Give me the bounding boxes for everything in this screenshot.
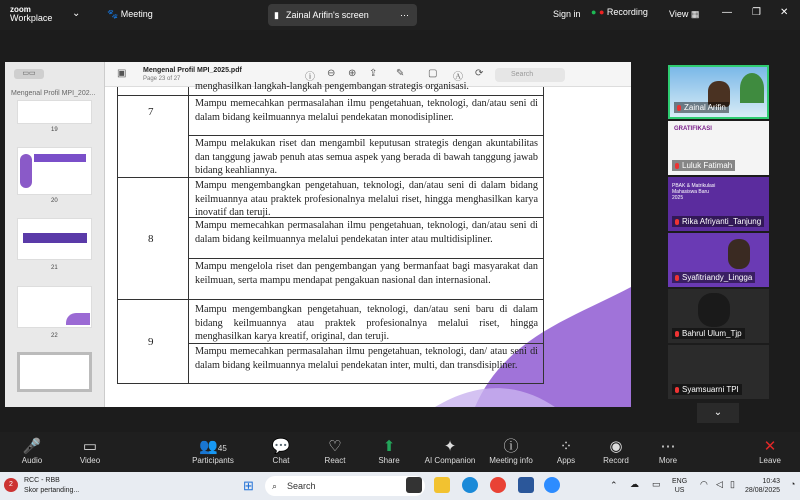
video-button[interactable]: ▭ Video: [70, 432, 110, 472]
rotate-icon[interactable]: ⟳: [475, 68, 484, 79]
thumb-number: 19: [51, 127, 58, 133]
video-tile[interactable]: [668, 233, 769, 287]
cloud-icon[interactable]: ☁: [630, 479, 639, 489]
heart-icon: ♡: [328, 438, 342, 455]
sidebar-icon[interactable]: ▣: [117, 68, 127, 79]
thumb-number: 21: [51, 265, 58, 271]
table-border: [117, 299, 544, 300]
share-icon[interactable]: ⇪: [369, 68, 378, 79]
recording-indicator[interactable]: ● ● Recording: [591, 7, 648, 17]
pdf-title: Mengenal Profil MPI_2025.pdf: [143, 67, 242, 74]
video-tile[interactable]: [668, 121, 769, 175]
zoom-brand-small: zoom: [10, 5, 31, 14]
video-tile[interactable]: [668, 289, 769, 343]
thumb-banner: [23, 233, 87, 243]
close-icon[interactable]: ✕: [780, 7, 789, 18]
table-border: [188, 87, 189, 383]
participant-name: Bahrul Ulum_Tjp: [672, 328, 745, 339]
sparkle-icon: ✦: [443, 438, 457, 455]
row-number: 9: [148, 336, 154, 348]
table-cell: Mampu mengembangkan pengetahuan, teknologi, dan/atau seni baru di dalam bidang keilmuannya atau praktek profesionalnya melalui riset, hingga menghasilkan karya kreatif, original, dan teruji.: [195, 304, 538, 342]
wifi-icon[interactable]: ◠: [700, 479, 708, 489]
video-tile[interactable]: [668, 177, 769, 231]
volume-icon[interactable]: ◁: [716, 479, 723, 489]
participant-name: Zainal Arifin: [674, 102, 729, 113]
annotate-icon[interactable]: Ⓐ: [453, 72, 463, 83]
page-thumbnail-current[interactable]: [17, 352, 92, 392]
news-widget[interactable]: RCC - RBB Skor pertanding...: [24, 477, 80, 494]
paw-icon: 🐾: [107, 9, 119, 19]
zoom-out-icon[interactable]: ⊖: [327, 68, 336, 79]
task-view-icon[interactable]: [406, 477, 422, 493]
table-cell: menghasilkan langkah-langkah pengembangan strategis organisasi.: [195, 81, 469, 92]
pdf-page-info: Page 23 of 27: [143, 76, 181, 82]
tile-caption: GRATIFIKASI: [674, 126, 712, 132]
camera-icon: ▭: [82, 438, 98, 455]
thumb-banner: [34, 154, 86, 162]
thumb-number: 22: [51, 333, 58, 339]
zoom-in-icon[interactable]: ⊕: [348, 68, 357, 79]
palm-tree: [740, 73, 764, 103]
chevron-down-icon[interactable]: ⌄: [697, 403, 739, 423]
view-button[interactable]: View ▦: [669, 9, 700, 19]
video-tile[interactable]: [668, 345, 769, 399]
zoom-brand: Workplace: [10, 13, 53, 23]
table-cell: Mampu memecahkan permasalahan ilmu pengetahuan, teknologi, dan/atau seni di dalam bidang keilmuannya melalui pendekatan inter atau multidisipliner.: [195, 220, 538, 245]
thumb-number: 20: [51, 198, 58, 204]
share-screen-icon: ⬆: [382, 438, 396, 455]
battery-icon[interactable]: ▭: [652, 479, 661, 489]
thumb-wave: [66, 313, 90, 325]
apps-button[interactable]: ⁘ Apps: [548, 432, 584, 472]
chevron-up-icon[interactable]: ⌃: [610, 480, 618, 490]
shared-pdf-window: [5, 62, 631, 407]
markup-icon[interactable]: ✎: [396, 68, 405, 79]
share-screen-icon: ▮: [274, 10, 279, 20]
sidebar-toggle[interactable]: ▭▭: [14, 69, 44, 79]
table-border: [117, 383, 544, 384]
page-thumbnail[interactable]: [17, 100, 92, 124]
windows-taskbar: [0, 472, 800, 500]
thumb-figure: [20, 154, 32, 188]
leave-button[interactable]: ✕ Leave: [752, 432, 788, 472]
row-number: 8: [148, 233, 154, 245]
participant-name: Rika Afriyanti_Tanjung: [672, 216, 764, 227]
table-cell: Mampu memecahkan permasalahan ilmu pengetahuan, teknologi, dan/atau seni di dalam bidang keilmuannya melalui pendekatan monodisipliner.: [195, 98, 538, 123]
page-thumbnail[interactable]: [17, 147, 92, 195]
windows-start-icon[interactable]: ⊞: [243, 478, 254, 493]
clock[interactable]: 10:43 28/08/2025: [745, 478, 781, 494]
file-explorer-icon[interactable]: [434, 477, 450, 493]
record-button[interactable]: ◉ Record: [598, 432, 634, 472]
audio-button[interactable]: 🎤 Audio: [12, 432, 52, 472]
chat-icon: 💬: [271, 438, 291, 455]
taskbar-search[interactable]: ⌕ Search: [265, 476, 425, 496]
video-gallery: [668, 65, 769, 402]
sidebar-doc-title: Mengenal Profil MPI_202...: [11, 90, 96, 97]
view-grid-icon: ▦: [690, 9, 700, 19]
record-icon: ◉: [609, 438, 623, 455]
chevron-down-icon[interactable]: ⌄: [72, 8, 81, 19]
language-indicator[interactable]: ENG US: [672, 478, 688, 494]
participant-avatar: [698, 293, 730, 327]
more-button[interactable]: ⋯ More: [650, 432, 686, 472]
pdf-search-input[interactable]: Search: [495, 68, 565, 82]
table-border: [543, 87, 544, 383]
minimize-icon[interactable]: —: [722, 7, 732, 18]
word-icon[interactable]: [518, 477, 534, 493]
info-icon[interactable]: ⓘ: [305, 72, 315, 83]
apps-icon: ⁘: [559, 438, 573, 455]
table-cell: Mampu mengelola riset dan pengembangan yang bermanfaat bagi masyarakat dan keilmuan, serta mampu mendapat pengakuan nasional dan internasional.: [195, 261, 538, 286]
more-options-icon[interactable]: ⋯: [400, 10, 409, 20]
participants-button[interactable]: 👥45 Participants: [192, 438, 234, 465]
meeting-controls-bar: [0, 432, 800, 472]
zoom-app-icon[interactable]: [544, 477, 560, 493]
meeting-label[interactable]: 🐾 Meeting: [107, 9, 153, 19]
table-cell: Mampu memecahkan permasalahan ilmu pengetahuan, teknologi, dan/ atau seni di dalam bidang keilmuannya melalui pendekatan inter, multi, dan transdisipliner.: [195, 346, 538, 371]
pdf-page: [105, 81, 631, 407]
more-icon: ⋯: [660, 438, 676, 455]
leave-icon: ✕: [763, 438, 777, 455]
record-dot-icon: ●: [598, 7, 605, 17]
table-border: [188, 135, 544, 136]
shield-check-icon: ●: [591, 7, 597, 17]
zoom-logo: [10, 5, 52, 23]
screen-share-label: Zainal Arifin's screen: [286, 10, 369, 20]
table-border: [188, 258, 544, 259]
table-cell: Mampu mengembangkan pengetahuan, teknologi, dan/atau seni di dalam bidang keilmuannya atau praktek profesionalnya melalui riset, hingga menghasilkan karya inovatif dan teruji.: [195, 180, 538, 218]
chrome-icon[interactable]: [490, 477, 506, 493]
table-border: [117, 95, 544, 96]
news-badge[interactable]: 2: [4, 478, 18, 492]
participant-avatar: [728, 239, 750, 269]
participant-name: Luluk Fatimah: [672, 160, 735, 171]
sign-in-button[interactable]: Sign in: [553, 9, 581, 19]
tile-caption: PBAK & Matrikulasi Mahasiswa Baru 2025: [672, 183, 716, 201]
crop-icon[interactable]: ▢: [428, 68, 438, 79]
mic-muted-icon: 🎤: [22, 438, 42, 455]
pdf-sidebar: [5, 62, 105, 407]
notification-bell-icon[interactable]: ◔: [790, 479, 796, 489]
meeting-info-button[interactable]: ⓘ Meeting info: [485, 432, 537, 472]
maximize-icon[interactable]: ❐: [752, 7, 761, 18]
participant-name: Syamsuarni TPI: [672, 384, 742, 395]
participant-count: 45: [217, 444, 227, 453]
table-cell: Mampu melakukan riset dan mengambil keputusan strategis dengan akuntabilitas dan tanggung jawab penuh atas semua aspek yang berada di bawah tanggung jawab bidang keahliannya.: [195, 138, 538, 176]
react-button[interactable]: ♡ React: [316, 432, 354, 472]
participant-name: Syafitriandy_Lingga: [672, 272, 755, 283]
row-number: 7: [148, 106, 154, 118]
ai-companion-button[interactable]: ✦ AI Companion: [422, 432, 478, 472]
zoom-title-bar: [0, 0, 800, 30]
video-tile-active-speaker[interactable]: [668, 65, 769, 119]
share-button[interactable]: ⬆ Share: [370, 432, 408, 472]
page-thumbnail[interactable]: [17, 286, 92, 328]
edge-icon[interactable]: [462, 477, 478, 493]
screen-share-pill[interactable]: [268, 4, 417, 26]
power-icon[interactable]: ▯: [730, 479, 735, 489]
chat-button[interactable]: 💬 Chat: [262, 432, 300, 472]
table-border: [117, 87, 118, 383]
people-icon: 👥: [199, 438, 218, 455]
info-icon: ⓘ: [503, 438, 519, 455]
search-icon: ⌕: [272, 481, 278, 491]
page-thumbnail[interactable]: [17, 218, 92, 260]
